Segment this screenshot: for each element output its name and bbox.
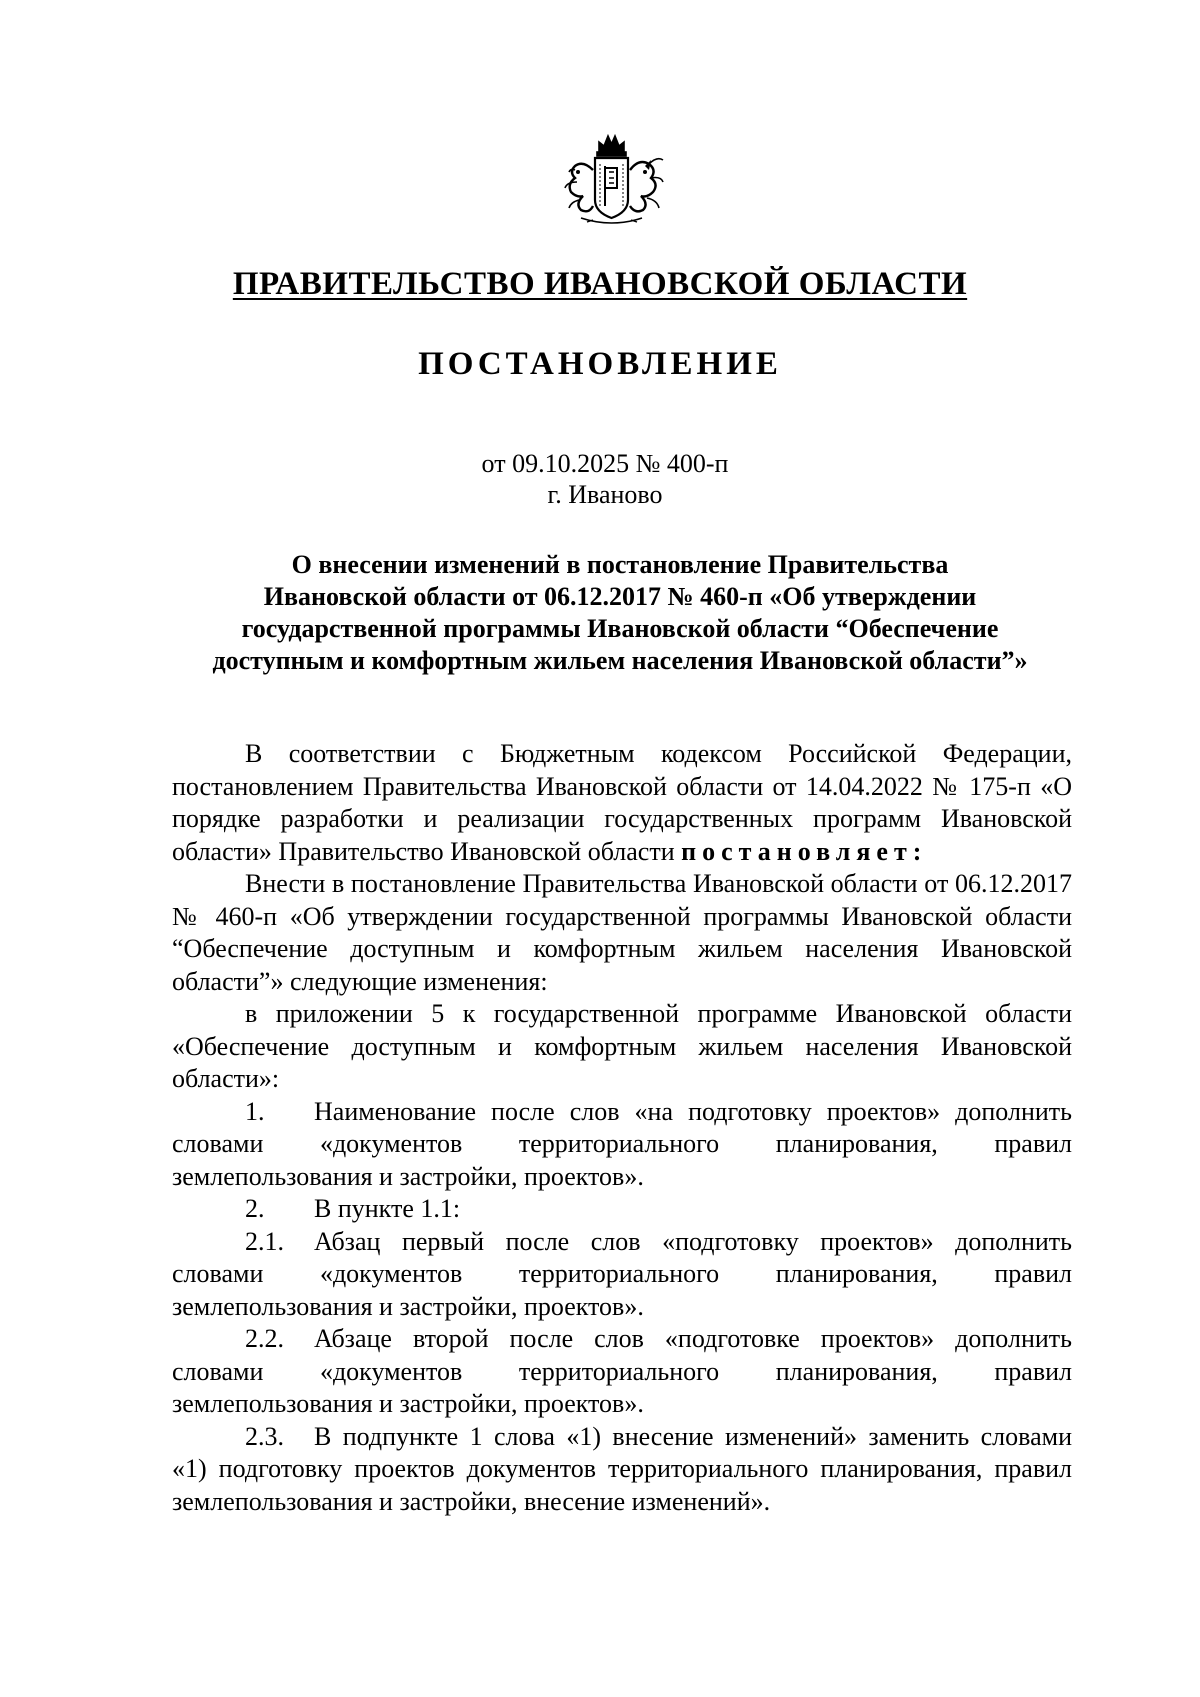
list-item-number: 2.3. xyxy=(245,1421,284,1451)
preamble-text: В соответствии с Бюджетным кодексом Российской Федерации, постановлением Правительства Ивановской области от 14.04.2022 № 175-п «О порядке разработки и реализации государственных программ Ивановской области» Правительство Ивановской области xyxy=(172,739,1072,866)
subject-line: Ивановской области от 06.12.2017 № 460-п «Об утверждении xyxy=(263,582,977,611)
list-item-number: 1. xyxy=(245,1096,265,1126)
list-item-number: 2.2. xyxy=(245,1324,284,1353)
list-item xyxy=(172,1193,1072,1226)
decree-word: постановляет: xyxy=(681,836,928,866)
appendix-paragraph: в приложении 5 к государственной программе Ивановской области «Обеспечение доступным и комфортным жильем населения Ивановской области»: xyxy=(172,999,1072,1093)
subject-line: доступным и комфортным жильем населения Ивановской области”» xyxy=(212,646,1028,675)
list-item-number: 2. xyxy=(245,1194,265,1223)
coat-of-arms-ivanovo-region-icon xyxy=(553,130,670,230)
list-item xyxy=(172,1323,1072,1421)
intro-paragraph: Внести в постановление Правительства Ивановской области от 06.12.2017 № 460-п «Об утверждении государственной программы Ивановской области “Обеспечение доступным и комфортным жильем населения Ивановской области”» следующие изменения: xyxy=(172,869,1072,996)
list-item-text: В пункте 1.1: xyxy=(314,1194,461,1223)
subject-line: О внесении изменений в постановление Правительства xyxy=(291,550,949,579)
document-type: ПОСТАНОВЛЕНИЕ xyxy=(418,346,782,382)
list-item-text: Абзац первый после слов «подготовку проектов» дополнить словами «документов территориального планирования, правил землепользования и застройки, проектов». xyxy=(172,1226,1072,1321)
list-item-text: Абзаце второй после слов «подготовке проектов» дополнить словами «документов территориального планирования, правил землепользования и застройки, проектов». xyxy=(172,1324,1072,1418)
document-meta xyxy=(450,448,760,510)
amendment-list xyxy=(172,1096,1072,1519)
list-item-text: Наименование после слов «на подготовку проектов» дополнить словами «документов территориального планирования, правил землепользования и застройки, проектов». xyxy=(172,1096,1072,1191)
list-item-text: В подпункте 1 слова «1) внесение изменений» заменить словами «1) подготовку проектов документов территориального планирования, правил землепользования и застройки, внесение изменений». xyxy=(172,1421,1072,1516)
list-item-number: 2.1. xyxy=(245,1226,284,1256)
document-city: г. Иваново xyxy=(547,480,663,509)
document-body xyxy=(172,738,1072,1518)
list-item xyxy=(172,1096,1072,1194)
government-name: ПРАВИТЕЛЬСТВО ИВАНОВСКОЙ ОБЛАСТИ xyxy=(232,266,968,302)
preamble-paragraph xyxy=(172,738,1072,868)
list-item xyxy=(172,1421,1072,1519)
list-item xyxy=(172,1226,1072,1324)
document-date-number: от 09.10.2025 № 400-п xyxy=(481,449,729,478)
subject-line: государственной программы Ивановской области “Обеспечение xyxy=(241,614,999,643)
document-subject xyxy=(170,549,1070,677)
